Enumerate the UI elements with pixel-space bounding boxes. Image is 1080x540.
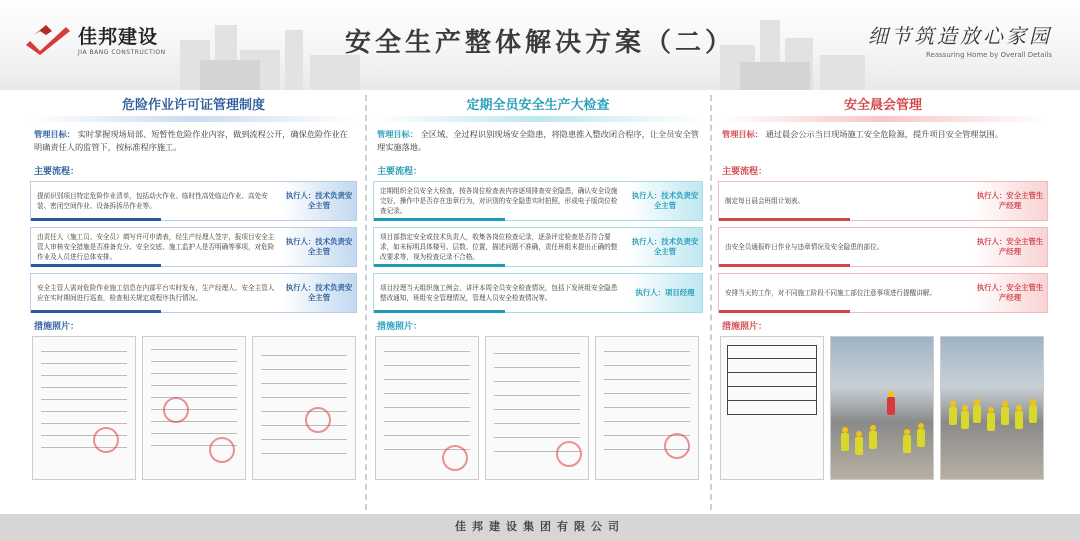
slogan-cn: 细节筑造放心家园 (868, 24, 1052, 48)
step-text: 项目部指定安全或技术负责人，收集各岗位检查记录，逐条评定检查是否符合要求，如未标明具体楼号、层数、位置，描述问题不准确，责任班组未提出正确的整改要求等，视为检查记录不合格。 (380, 233, 618, 261)
step-text: 由责任人（施工员、安全员）填写许可申请表，经生产经理人签字，报项目安全主管人审核安全措施是否准备充分、安全交底、施工监护人是否明确等事项，对危险作业及人员进行总体安排。 (37, 233, 275, 261)
process-step (718, 227, 1048, 267)
goal-text: 通过晨会公示当日现场施工安全危险源，提升项目安全管理氛围。 (765, 129, 1004, 139)
process-step (30, 227, 357, 267)
permit-document-photo (142, 336, 246, 480)
process-step (373, 273, 703, 313)
process-label: 主要流程： (377, 167, 423, 177)
column-title: 危险作业许可证管理制度 (121, 98, 265, 113)
step-executor: 执行人：技术负责安全主管 (282, 274, 356, 312)
step-executor: 执行人：安全主管生产经理 (973, 182, 1047, 220)
goal-text: 全区域、全过程识别现场安全隐患，将隐患推入整改闭合程序，让全员安全管理实施落地。 (377, 129, 699, 152)
photo-row (373, 336, 703, 480)
step-text: 提前识别项目特定危险作业清单，包括动火作业、临时性高处临边作业、高处安装、密闭空间作业、设备拆拆吊作业等。 (37, 192, 268, 210)
management-goal (373, 128, 703, 160)
process-label: 主要流程： (34, 167, 80, 177)
photos-label: 措施照片： (722, 322, 768, 332)
photo-row (718, 336, 1048, 480)
goal-text: 实时掌握现场局部、短暂性危险作业内容，做到流程公开，确保危险作业在明确责任人的监管下，按标准程序施工。 (34, 129, 348, 152)
step-text: 项目经理当天组织施工例会，讲评本周全员安全检查情况，包括下发班组安全隐患整改通知，班组安全管理情况，管理人员安全检查情况等。 (380, 284, 618, 302)
permit-document-photo (252, 336, 356, 480)
column-morning-meeting (718, 92, 1048, 512)
column-title: 安全晨会管理 (843, 98, 922, 113)
title-underline (373, 116, 703, 122)
photos-label: 措施照片： (34, 322, 80, 332)
brand-name: 佳邦建设 (78, 26, 159, 48)
morning-meeting-photo (830, 336, 934, 480)
goal-label: 管理目标： (377, 129, 418, 139)
inspection-record-photo (375, 336, 479, 480)
management-goal (718, 128, 1048, 160)
column-title: 定期全员安全生产大检查 (466, 98, 610, 113)
title-underline (718, 116, 1048, 122)
process-step (718, 181, 1048, 221)
permit-document-photo (32, 336, 136, 480)
step-executor: 执行人：技术负责安全主管 (628, 228, 702, 266)
goal-label: 管理目标： (34, 129, 75, 139)
step-executor: 执行人：安全主管生产经理 (973, 228, 1047, 266)
photos-label: 措施照片： (377, 322, 423, 332)
step-text: 定期组织全员安全大检查，按各岗位检查表内容逐项排查安全隐患，确认安全设施完好，操作中是否存在违章行为，对识别的安全隐患实时拍照，形成电子版岗位检查记录。 (380, 187, 618, 215)
step-executor: 执行人：技术负责安全主管 (282, 228, 356, 266)
step-executor: 执行人：技术负责安全主管 (628, 182, 702, 220)
process-step (718, 273, 1048, 313)
column-work-permit (30, 92, 357, 512)
step-text: 安排当天的工作，对不同施工阶段不同施工部位注意事项进行提醒讲解。 (725, 289, 936, 297)
process-step (30, 181, 357, 221)
header-banner (0, 0, 1080, 90)
brand-name-en: JIA BANG CONSTRUCTION (78, 49, 166, 56)
goal-label: 管理目标： (722, 129, 763, 139)
process-step (373, 227, 703, 267)
title-underline (30, 116, 357, 122)
column-safety-inspection (373, 92, 703, 512)
inspection-record-photo (485, 336, 589, 480)
step-text: 由安全员通报昨日作业与违章情况及安全隐患的部位。 (725, 243, 884, 251)
step-text: 制定每日晨会班组计划表。 (725, 197, 805, 205)
process-label: 主要流程： (722, 167, 768, 177)
process-step (373, 181, 703, 221)
morning-meeting-photo (940, 336, 1044, 480)
step-executor: 执行人：安全主管生产经理 (973, 274, 1047, 312)
step-executor: 执行人：项目经理 (628, 274, 702, 312)
step-executor: 执行人：技术负责安全主管 (282, 182, 356, 220)
meeting-schedule-photo (720, 336, 824, 480)
step-text: 安全主管人需对危险作业施工信息在内部平台实时发布，生产经理人、安全主管人应在实时期间进行巡查，检查相关规定或程序执行情况。 (37, 284, 275, 302)
slogan-en: Reassuring Home by Overall Details (925, 51, 1052, 59)
process-step (30, 273, 357, 313)
slogan (868, 20, 1052, 59)
footer-company-name: 佳邦建设集团有限公司 (0, 514, 1080, 540)
management-goal (30, 128, 357, 160)
inspection-record-photo (595, 336, 699, 480)
column-divider (710, 95, 712, 510)
page-title: 安全生产整体解决方案（二） (344, 28, 735, 58)
photo-row (30, 336, 357, 480)
column-divider (365, 95, 367, 510)
